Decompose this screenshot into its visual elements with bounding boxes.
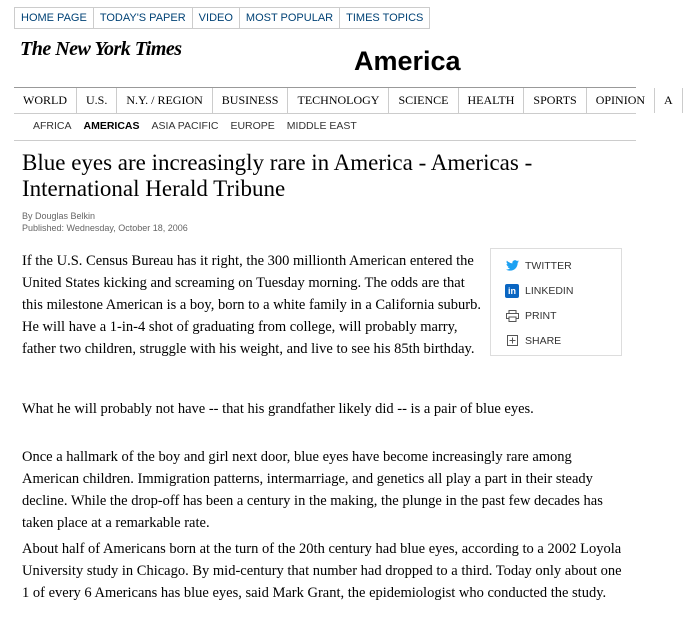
article-paragraph: Once a hallmark of the boy and girl next door, blue eyes have become increasingly rare among American children. Immigration patterns, intermarriage, and genetics all play a part in their steady decline. While the drop-off has been a century in the making, the plunge in the past few decades has taken place at a remarkable rate. xyxy=(22,449,603,531)
main-nav-arts[interactable]: A xyxy=(655,88,683,113)
share-plus-icon xyxy=(505,334,519,348)
top-nav-most-popular[interactable]: MOST POPULAR xyxy=(239,7,339,29)
sub-nav-africa[interactable]: AFRICA xyxy=(33,120,72,132)
published-date: Published: Wednesday, October 18, 2006 xyxy=(22,223,188,233)
top-nav-video[interactable]: VIDEO xyxy=(192,7,239,29)
print-icon xyxy=(505,309,519,323)
divider xyxy=(14,140,636,141)
top-nav-home-page[interactable]: HOME PAGE xyxy=(14,7,93,29)
article-paragraph: What he will probably not have -- that his grandfather likely did -- is a pair of blue eyes. xyxy=(22,401,534,417)
article-paragraph: If the U.S. Census Bureau has it right, the 300 millionth American entered the United States kicking and screaming on Tuesday morning. The odds are that this milestone American is a boy, born to a white family in a California suburb. He will have a 1-in-4 shot of graduating from college, will probably marry, father two children, struggle with his weight, and live to see his 85th birthday. xyxy=(22,253,481,357)
nyt-logo[interactable]: The New York Times xyxy=(20,38,182,60)
main-nav-us[interactable]: U.S. xyxy=(77,88,117,113)
share-twitter-label: TWITTER xyxy=(525,259,572,272)
main-nav-world[interactable]: WORLD xyxy=(14,88,77,113)
article-meta xyxy=(22,210,188,234)
share-print-label: PRINT xyxy=(525,309,557,322)
article-headline: Blue eyes are increasingly rare in America - Americas - International Herald Tribune xyxy=(22,150,533,201)
main-nav xyxy=(14,87,673,114)
main-nav-sports[interactable]: SPORTS xyxy=(524,88,586,113)
article-paragraph: About half of Americans born at the turn of the 20th century had blue eyes, according to a 2002 Loyola University study in Chicago. By mid-century that number had dropped to a third. Today only about one 1 of every 6 Americans has blue eyes, said Mark Grant, the epidemiologist who conducted the study. xyxy=(22,541,622,601)
sub-nav-europe[interactable]: EUROPE xyxy=(230,120,275,132)
sub-nav-americas[interactable]: AMERICAS xyxy=(83,120,140,132)
twitter-icon xyxy=(505,259,519,273)
top-nav-todays-paper[interactable]: TODAY'S PAPER xyxy=(93,7,192,29)
main-nav-ny-region[interactable]: N.Y. / REGION xyxy=(117,88,212,113)
top-nav xyxy=(14,7,430,29)
share-tools xyxy=(490,248,622,356)
top-nav-times-topics[interactable]: TIMES TOPICS xyxy=(339,7,430,29)
share-more-label: SHARE xyxy=(525,334,562,347)
sub-nav-asia-pacific[interactable]: ASIA PACIFIC xyxy=(151,120,219,132)
linkedin-icon: in xyxy=(505,284,519,298)
main-nav-technology[interactable]: TECHNOLOGY xyxy=(288,88,389,113)
share-print[interactable] xyxy=(505,303,621,328)
share-linkedin-label: LINKEDIN xyxy=(525,284,574,297)
share-linkedin[interactable] xyxy=(505,278,621,303)
byline: By Douglas Belkin xyxy=(22,211,96,221)
sub-nav xyxy=(33,120,357,132)
main-nav-opinion[interactable]: OPINION xyxy=(587,88,655,113)
sub-nav-middle-east[interactable]: MIDDLE EAST xyxy=(286,120,357,132)
main-nav-business[interactable]: BUSINESS xyxy=(213,88,289,113)
section-title: America xyxy=(354,46,461,76)
main-nav-health[interactable]: HEALTH xyxy=(459,88,525,113)
main-nav-science[interactable]: SCIENCE xyxy=(389,88,458,113)
share-more[interactable] xyxy=(505,328,621,353)
share-twitter[interactable] xyxy=(505,253,621,278)
